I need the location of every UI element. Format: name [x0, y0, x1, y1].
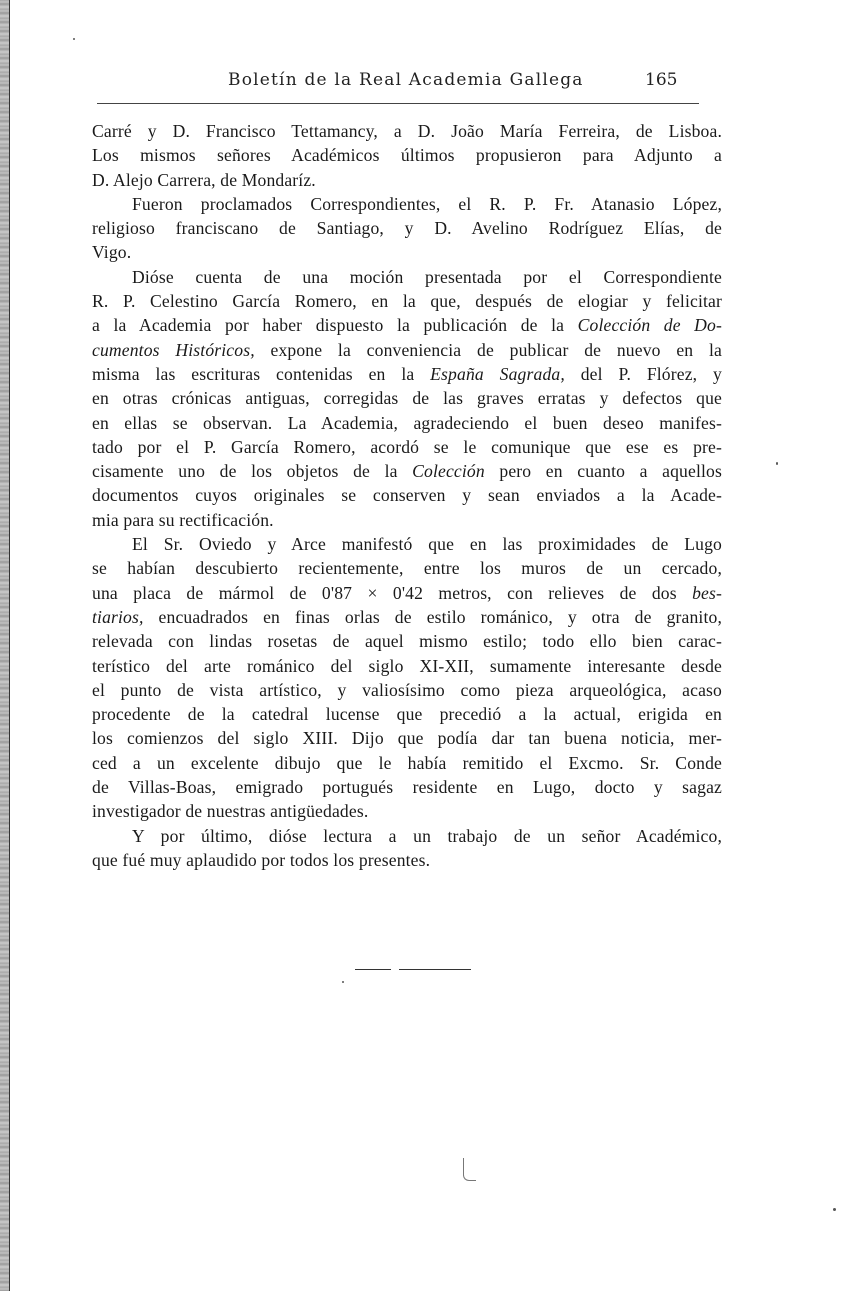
text-line: cumentos Históricos, expone la conveniencia de publicar de nuevo en la [92, 339, 722, 360]
text-line: a la Academia por haber dispuesto la publicación de la Colección de Do- [92, 315, 722, 336]
text-line: el punto de vista artístico, y valiosísimo como pieza arqueológica, acaso [92, 679, 722, 700]
text-line: documentos cuyos originales se conserven y sean enviados a la Acade- [92, 485, 722, 506]
text-line: relevada con lindas rosetas de aquel mismo estilo; todo ello bien carac- [92, 631, 722, 652]
text-line: investigador de nuestras antigüedades. [92, 801, 369, 822]
text-line: una placa de mármol de 0'87 × 0'42 metros, con relieves de dos bes- [92, 582, 722, 603]
closing-rule [355, 969, 471, 970]
paper-speck [73, 38, 75, 40]
text-line: que fué muy aplaudido por todos los presentes. [92, 849, 431, 870]
paragraph-start: Y por último, dióse lectura a un trabajo de un señor Académico, [132, 825, 722, 846]
text-line: R. P. Celestino García Romero, en la que, después de elogiar y felicitar [92, 291, 722, 312]
text-line: terístico del arte románico del siglo XI-XII, sumamente interesante desde [92, 655, 722, 676]
running-title: Boletín de la Real Academia Gallega [228, 70, 584, 90]
paper-speck [833, 1208, 836, 1211]
text-line: procedente de la catedral lucense que precedió a la actual, erigida en [92, 704, 722, 725]
text-line: tado por el P. García Romero, acordó se le comunique que ese es pre- [92, 436, 722, 457]
text-line: Los mismos señores Académicos últimos propusieron para Adjunto a [92, 145, 722, 166]
text-line: tiarios, encuadrados en finas orlas de estilo románico, y otra de granito, [92, 606, 722, 627]
body-text [92, 119, 722, 872]
text-line: ced a un excelente dibujo que le había remitido el Excmo. Sr. Conde [92, 752, 722, 773]
paper-speck [342, 981, 344, 983]
page-edge-line [9, 0, 10, 1291]
page-number: 165 [645, 70, 678, 90]
text-line: los comienzos del siglo XIII. Dijo que podía dar tan buena noticia, mer- [92, 728, 722, 749]
paragraph-start: Dióse cuenta de una moción presentada por el Correspondiente [132, 266, 722, 287]
rule-segment [399, 969, 471, 970]
text-line: religioso franciscano de Santiago, y D. Avelino Rodríguez Elías, de [92, 218, 722, 239]
paper-speck [776, 462, 778, 465]
page-binding-edge [0, 0, 9, 1291]
printer-mark [463, 1158, 476, 1181]
rule-segment [355, 969, 391, 970]
text-line: en ellas se observan. La Academia, agradeciendo el buen deseo manifes- [92, 412, 722, 433]
text-line: se habían descubierto recientemente, entre los muros de un cercado, [92, 558, 722, 579]
text-line: cisamente uno de los objetos de la Colección pero en cuanto a aquellos [92, 461, 722, 482]
text-line: misma las escrituras contenidas en la España Sagrada, del P. Flórez, y [92, 363, 722, 384]
paragraph-start: El Sr. Oviedo y Arce manifestó que en las proximidades de Lugo [132, 534, 722, 555]
text-line: en otras crónicas antiguas, corregidas de las graves erratas y defectos que [92, 388, 722, 409]
text-line: Carré y D. Francisco Tettamancy, a D. João María Ferreira, de Lisboa. [92, 121, 722, 141]
text-line: D. Alejo Carrera, de Mondaríz. [92, 169, 316, 190]
text-line: de Villas-Boas, emigrado portugués residente en Lugo, docto y sagaz [92, 777, 722, 798]
text-line: Vigo. [92, 242, 132, 263]
paragraph-start: Fueron proclamados Correspondientes, el R. P. Fr. Atanasio López, [132, 193, 722, 214]
text-line: mia para su rectificación. [92, 509, 274, 530]
header-rule [97, 103, 699, 104]
